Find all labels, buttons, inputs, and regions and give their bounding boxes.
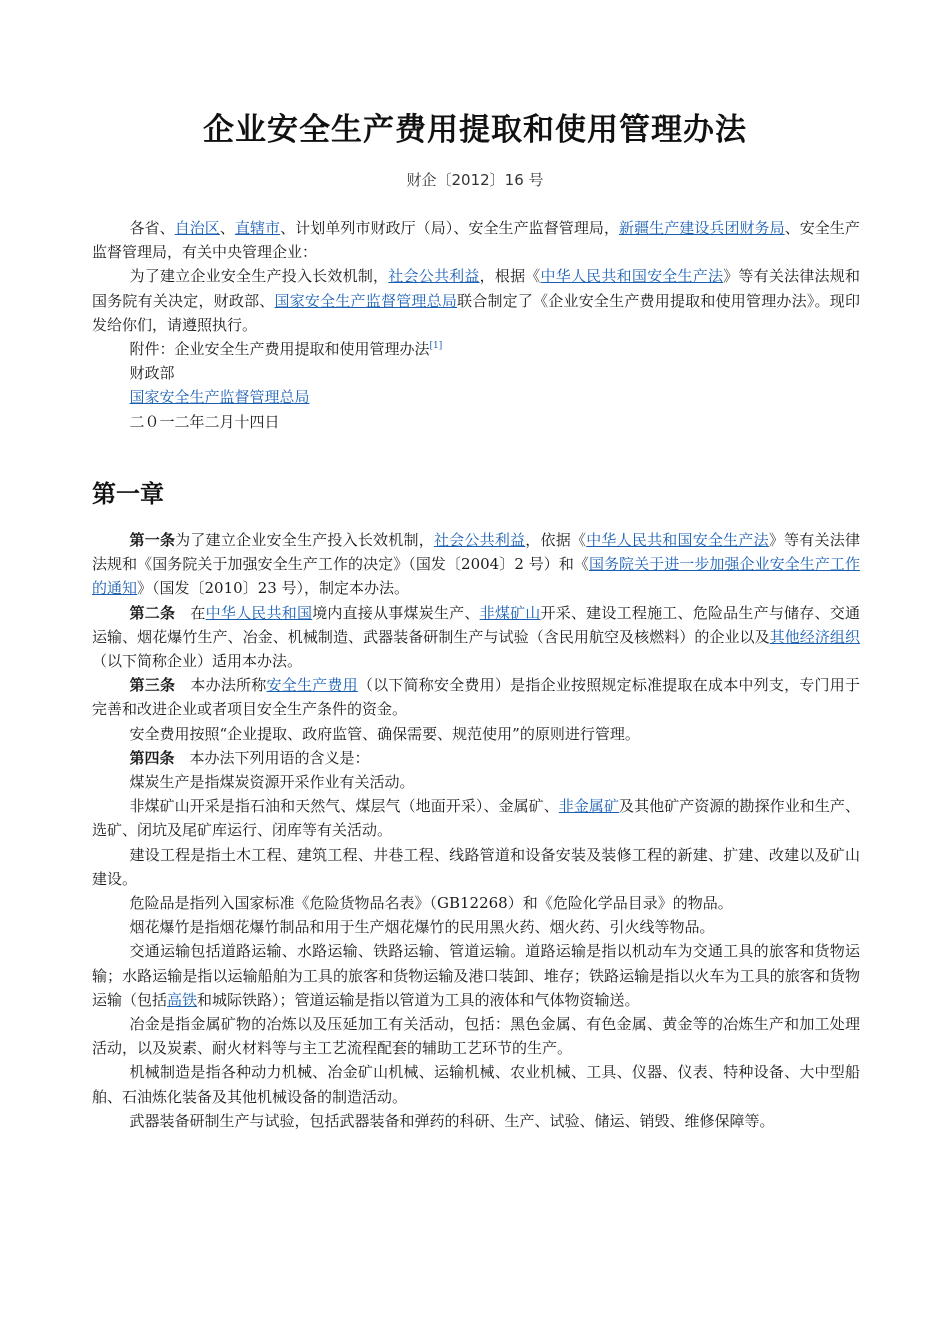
document-number: 财企〔2012〕16 号 <box>406 171 544 189</box>
link-xinjiang-corps-finance-bureau[interactable]: 新疆生产建设兵团财务局 <box>619 219 785 237</box>
link-safety-administration[interactable]: 国家安全生产监督管理总局 <box>274 291 458 310</box>
chapter-one-body <box>92 528 860 1133</box>
text-run: （以下简称企业）适用本办法。 <box>92 652 303 671</box>
text-run: 、计划单列市财政厅（局）、安全生产监督管理局， <box>280 219 620 237</box>
definition-hazardous-goods: 危险品是指列入国家标准《危险货物品名表》（GB12268）和《危险化学品目录》的物品。 <box>129 894 733 913</box>
link-public-interest[interactable]: 社会公共利益 <box>388 267 480 286</box>
link-public-interest-2[interactable]: 社会公共利益 <box>433 531 526 549</box>
article-3 <box>92 673 860 721</box>
article-label: 第二条 <box>129 603 176 622</box>
text-run: ，根据《 <box>479 267 541 286</box>
link-work-safety-law[interactable]: 中华人民共和国安全生产法 <box>540 267 724 286</box>
attachment-text: 附件：企业安全生产费用提取和使用管理办法 <box>129 340 430 359</box>
footnote-ref-link[interactable]: [1] <box>429 341 443 352</box>
article-4 <box>92 746 860 770</box>
definition-fireworks: 烟花爆竹是指烟花爆竹制品和用于生产烟花爆竹的民用黑火药、烟火药、引火线等物品。 <box>129 918 715 937</box>
notice-paragraph-purpose <box>92 264 860 337</box>
definition-non-coal-mining <box>92 794 860 842</box>
link-prc[interactable]: 中华人民共和国 <box>205 603 313 622</box>
definition-construction: 建设工程是指土木工程、建筑工程、井巷工程、线路管道和设备安装及装修工程的新建、扩建、改建以及矿山建设。 <box>92 845 860 888</box>
link-other-economic-org[interactable]: 其他经济组织 <box>769 627 860 646</box>
text-run: 、 <box>219 219 235 237</box>
text-run: 和城际铁路）；管道运输是指以管道为工具的液体和气体物资输送。 <box>197 990 640 1009</box>
text-run: 》等有关法律法规和国务院有关决定，财政部、 <box>92 267 860 310</box>
definition-weapons: 武器装备研制生产与试验，包括武器装备和弹药的科研、生产、试验、储运、销毁、维修保障等。 <box>129 1111 775 1130</box>
link-non-coal-mine[interactable]: 非煤矿山 <box>479 603 541 622</box>
text-run: 为了建立企业安全生产投入长效机制， <box>175 531 434 549</box>
notice-attachment <box>92 337 860 361</box>
text-run: ，依据《 <box>525 531 587 549</box>
text-run: 非煤矿山开采是指石油和天然气、煤层气（地面开采）、金属矿、 <box>129 797 559 816</box>
chapter-heading: 第一章 <box>92 480 164 508</box>
text-run: 、安全生产监督管理局，有关中央管理企业： <box>92 219 860 262</box>
article-label: 第四条 <box>129 748 175 767</box>
text-run: 为了建立企业安全生产投入长效机制， <box>129 267 389 286</box>
link-safety-cost[interactable]: 安全生产费用 <box>266 676 358 695</box>
text-run: 及其他矿产资源的勘探作业和生产、选矿、闭坑及尾矿库运行、闭库等有关活动。 <box>92 797 860 840</box>
text-run: 》等有关法律法规和《国务院关于加强安全生产工作的决定》（国发〔2004〕2 号）和《 <box>92 531 860 574</box>
definition-metallurgy: 冶金是指金属矿物的冶炼以及压延加工有关活动，包括：黑色金属、有色金属、黄金等的冶炼生产和加工处理活动，以及炭素、耐火材料等与主工艺流程配套的辅助工艺环节的生产。 <box>92 1015 860 1058</box>
text-run: 交通运输包括道路运输、水路运输、铁路运输、管道运输。道路运输是指以机动车为交通工具的旅客和货物运输；水路运输是指以运输船舶为工具的旅客和货物运输及港口装卸、堆存；铁路运输是指以火车为工具的旅客和货物运输（包括 <box>92 942 860 1009</box>
text-run: 在 <box>175 603 206 622</box>
text-run: 各省、 <box>129 219 175 237</box>
link-work-safety-law-2[interactable]: 中华人民共和国安全生产法 <box>586 531 769 549</box>
article-label: 第三条 <box>129 676 176 695</box>
document-title: 企业安全生产费用提取和使用管理办法 <box>203 112 747 148</box>
text-run: 联合制定了《企业安全生产费用提取和使用管理办法》。现印发给你们，请遵照执行。 <box>92 291 860 334</box>
definition-coal: 煤炭生产是指煤炭资源开采作业有关活动。 <box>129 773 415 792</box>
article-3-principle: 安全费用按照“企业提取、政府监管、确保需要、规范使用”的原则进行管理。 <box>129 724 640 743</box>
link-municipality[interactable]: 直辖市 <box>234 219 281 237</box>
link-signature-administration[interactable]: 国家安全生产监督管理总局 <box>129 388 310 407</box>
definition-machinery: 机械制造是指各种动力机械、冶金矿山机械、运输机械、农业机械、工具、仪器、仪表、特种设备、大中型船舶、石油炼化装备及其他机械设备的制造活动。 <box>92 1063 860 1106</box>
text-run: 本办法下列用语的含义是： <box>174 748 370 767</box>
signature-administration <box>92 385 860 409</box>
article-1 <box>92 528 860 601</box>
notice-section <box>92 216 860 434</box>
text-run: 本办法所称 <box>175 676 267 695</box>
link-state-council-notice[interactable]: 国务院关于进一步加强企业安全生产工作的通知 <box>92 555 860 598</box>
text-run: （以下简称安全费用）是指企业按照规定标准提取在成本中列支，专门用于完善和改进企业或者项目安全生产条件的资金。 <box>92 676 860 719</box>
text-run: 》（国发〔2010〕23 号），制定本办法。 <box>137 579 410 598</box>
definition-transport <box>92 939 860 1012</box>
signature-ministry: 财政部 <box>129 364 175 383</box>
article-label: 第一条 <box>129 531 176 549</box>
notice-paragraph-addressees <box>92 216 860 264</box>
text-run: 境内直接从事煤炭生产、 <box>312 603 480 622</box>
link-high-speed-rail[interactable]: 高铁 <box>167 990 198 1009</box>
link-autonomous-region[interactable]: 自治区 <box>174 219 220 237</box>
text-run: 开采、建设工程施工、危险品生产与储存、交通运输、烟花爆竹生产、冶金、机械制造、武器装备研制生产与试验（含民用航空及核燃料）的企业以及 <box>92 603 860 646</box>
article-2 <box>92 601 860 674</box>
notice-date: 二０一二年二月十四日 <box>129 412 280 431</box>
link-non-metal-mine[interactable]: 非金属矿 <box>558 797 620 816</box>
